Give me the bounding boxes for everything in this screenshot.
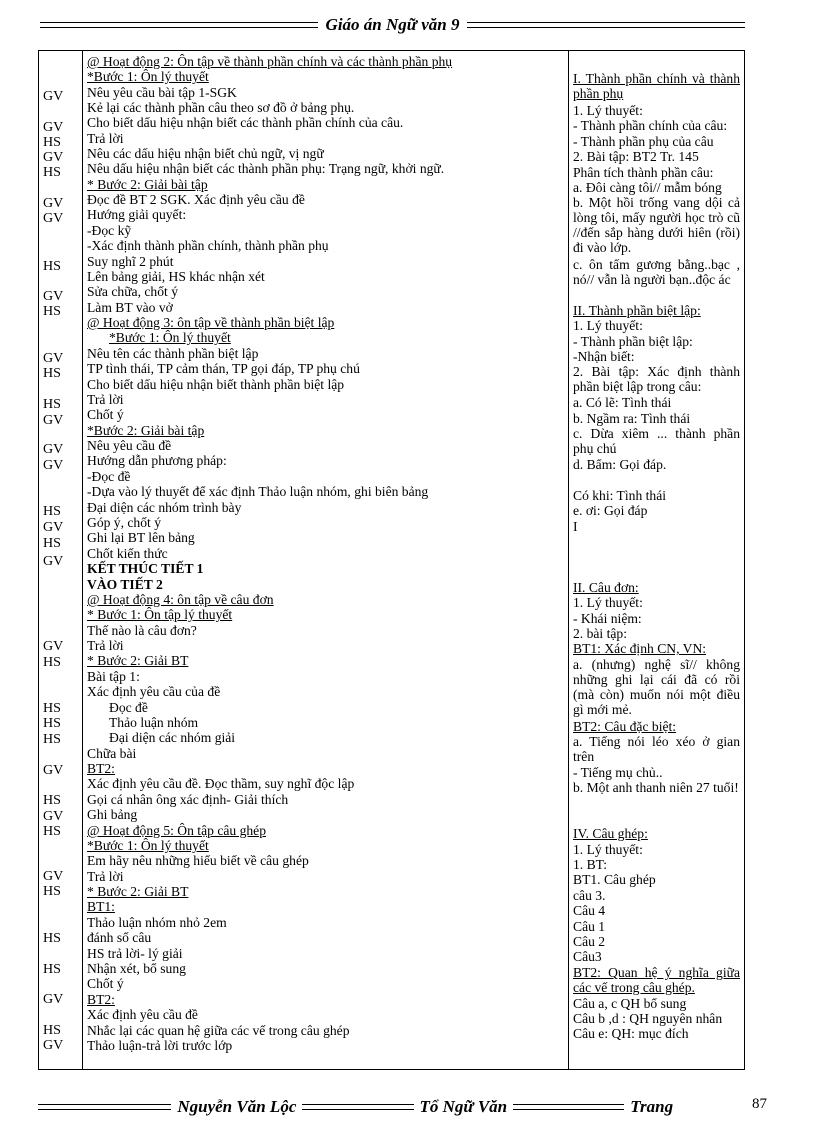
- page-header: [40, 10, 745, 40]
- role-label: HS: [43, 536, 61, 551]
- activity-line: Hướng dẫn phương pháp:: [87, 453, 227, 468]
- activity-column: [83, 51, 569, 1069]
- content-line: 1. BT:: [573, 857, 608, 872]
- activity-line: * Bước 2: Giải BT: [87, 653, 189, 668]
- activity-line: Làm BT vào vở: [87, 300, 173, 315]
- activity-line: Cho biết dấu hiệu nhận biết các thành phần chính của câu.: [87, 115, 404, 130]
- content-line: Câu3: [573, 949, 602, 964]
- activity-line: Ghi lại BT lên bảng: [87, 530, 195, 545]
- activity-line: Nêu yêu cầu đề: [87, 438, 172, 453]
- content-line: 1. Lý thuyết:: [573, 318, 643, 333]
- role-label: GV: [43, 150, 64, 165]
- activity-line: đánh số câu: [87, 930, 152, 945]
- activity-line: Trả lời: [87, 131, 124, 146]
- activity-line: -Dựa vào lý thuyết để xác định Thảo luận nhóm, ghi biên bảng: [87, 484, 429, 499]
- role-label: HS: [43, 824, 61, 839]
- content-line: Có khi: Tình thái: [573, 488, 667, 503]
- content-line: Câu e: QH: mục đích: [573, 1026, 689, 1041]
- role-label: HS: [43, 701, 61, 716]
- content-line: 1. Lý thuyết:: [573, 842, 643, 857]
- role-label: GV: [43, 211, 64, 226]
- activity-line: Thảo luận nhóm: [109, 715, 199, 730]
- content-line: Câu 2: [573, 934, 606, 949]
- content-line: II. Câu đơn:: [573, 580, 639, 595]
- content-line: BT2: Câu đặc biệt:: [573, 719, 677, 734]
- footer-rule: [302, 1104, 413, 1110]
- activity-line: Đọc đề BT 2 SGK. Xác định yêu cầu đề: [87, 192, 305, 207]
- content-line: BT2: Quan hệ ý nghĩa giữa các vế trong câu ghép.: [573, 965, 740, 995]
- role-label: HS: [43, 655, 61, 670]
- activity-line: @ Hoạt động 5: Ôn tập câu ghép: [87, 823, 267, 838]
- activity-line: Đọc đề: [109, 700, 148, 715]
- role-label: GV: [43, 89, 64, 104]
- role-label: HS: [43, 716, 61, 731]
- role-label: GV: [43, 639, 64, 654]
- activity-line: BT2:: [87, 761, 115, 776]
- activity-line: Nhận xét, bổ sung: [87, 961, 186, 976]
- activity-line: @ Hoạt động 4: ôn tập về câu đơn: [87, 592, 274, 607]
- content-line: - Tiếng mụ chủ..: [573, 765, 663, 780]
- role-label: GV: [43, 1038, 64, 1053]
- activity-line: BT1:: [87, 899, 115, 914]
- role-label: GV: [43, 196, 64, 211]
- content-line: -Nhận biết:: [573, 349, 635, 364]
- activity-line: TP tình thái, TP cảm thán, TP gọi đáp, TP phụ chú: [87, 361, 360, 376]
- content-line: Câu 4: [573, 903, 606, 918]
- header-rule-left: [40, 22, 318, 28]
- content-column: [569, 51, 744, 1069]
- content-line: - Thành phần biệt lập:: [573, 334, 693, 349]
- content-line: d. Bẩm: Gọi đáp.: [573, 457, 667, 472]
- activity-line: Chốt kiến thức: [87, 546, 168, 561]
- content-line: a. Đôi càng tôi// mẫm bóng: [573, 180, 722, 195]
- activity-line: Đại diện các nhóm trình bày: [87, 500, 242, 515]
- role-label: HS: [43, 259, 61, 274]
- activity-line: Lên bảng giải, HS khác nhận xét: [87, 269, 265, 284]
- activity-line: Nêu yêu cầu bài tập 1-SGK: [87, 85, 237, 100]
- role-label: GV: [43, 869, 64, 884]
- content-line: câu 3.: [573, 888, 606, 903]
- activity-line: Thảo luận nhóm nhỏ 2em: [87, 915, 227, 930]
- content-line: Câu a, c QH bổ sung: [573, 996, 687, 1011]
- role-label: HS: [43, 1023, 61, 1038]
- activity-line: * Bước 2: Giải BT: [87, 884, 189, 899]
- activity-line: Chốt ý: [87, 407, 124, 422]
- page-footer: [38, 1093, 768, 1121]
- role-label: GV: [43, 763, 64, 778]
- activity-line: Hướng giải quyết:: [87, 207, 187, 222]
- activity-line: Góp ý, chốt ý: [87, 515, 162, 530]
- footer-rule: [513, 1104, 624, 1110]
- activity-line: * Bước 2: Giải bài tập: [87, 177, 208, 192]
- activity-line: @ Hoạt động 2: Ôn tập về thành phần chính và các thành phần phụ: [87, 54, 453, 69]
- content-line: II. Thành phần biệt lập:: [573, 303, 701, 318]
- activity-line: Chữa bài: [87, 746, 137, 761]
- content-line: - Thành phần phụ của câu: [573, 134, 714, 149]
- activity-line: Nêu dấu hiệu nhận biết các thành phần phụ: Trạng ngữ, khởi ngữ.: [87, 161, 445, 176]
- content-line: e. ơi: Gọi đáp: [573, 503, 648, 518]
- role-label: GV: [43, 520, 64, 535]
- content-line: BT1. Câu ghép: [573, 872, 656, 887]
- activity-line: Trả lời: [87, 638, 124, 653]
- role-label: HS: [43, 165, 61, 180]
- content-line: Câu b ,d : QH nguyên nhân: [573, 1011, 723, 1026]
- role-label: GV: [43, 554, 64, 569]
- content-line: I: [573, 519, 578, 534]
- activity-line: Xác định yêu cầu đề. Đọc thầm, suy nghĩ độc lập: [87, 776, 355, 791]
- activity-line: Xác định yêu cầu của đề: [87, 684, 221, 699]
- role-label: HS: [43, 732, 61, 747]
- activity-line: Bài tập 1:: [87, 669, 140, 684]
- footer-page-label: Trang: [630, 1097, 674, 1116]
- activity-line: -Đọc kỹ: [87, 223, 132, 238]
- activity-line: *Bước 1: Ôn lý thuyết: [87, 69, 209, 84]
- activity-line: -Đọc đề: [87, 469, 131, 484]
- role-label: GV: [43, 809, 64, 824]
- content-line: I. Thành phần chính và thành phần phụ: [573, 71, 740, 101]
- activity-line: Trả lời: [87, 869, 124, 884]
- activity-line: Thảo luận-trả lời trước lớp: [87, 1038, 233, 1053]
- activity-line: Đại diện các nhóm giải: [109, 730, 236, 745]
- activity-line: Em hãy nêu những hiểu biết về câu ghép: [87, 853, 309, 868]
- activity-line: Cho biết dấu hiệu nhận biết thành phần biệt lập: [87, 377, 345, 392]
- role-label: GV: [43, 120, 64, 135]
- content-line: - Khái niệm:: [573, 611, 642, 626]
- activity-line: Gọi cá nhân ông xác định- Giải thích: [87, 792, 289, 807]
- role-label: HS: [43, 397, 61, 412]
- activity-line: Kẻ lại các thành phần câu theo sơ đồ ở bảng phụ.: [87, 100, 355, 115]
- activity-line: Nhắc lại các quan hệ giữa các vế trong câu ghép: [87, 1023, 350, 1038]
- activity-line: Xác định yêu cầu đề: [87, 1007, 198, 1022]
- content-line: - Thành phần chính của câu:: [573, 118, 728, 133]
- content-line: b. Ngầm ra: Tình thái: [573, 411, 691, 426]
- activity-line: HS trả lời- lý giải: [87, 946, 183, 961]
- role-label: HS: [43, 504, 61, 519]
- activity-line: Nêu các dấu hiệu nhận biết chủ ngữ, vị ngữ: [87, 146, 324, 161]
- role-label: HS: [43, 931, 61, 946]
- activity-line: BT2:: [87, 992, 115, 1007]
- activity-line: VÀO TIẾT 2: [87, 577, 163, 592]
- footer-author: Nguyễn Văn Lộc: [177, 1097, 297, 1116]
- content-line: 2. Bài tập: Xác định thành phần biệt lập trong câu:: [573, 364, 740, 394]
- activity-line: Nêu tên các thành phần biệt lập: [87, 346, 259, 361]
- activity-line: @ Hoạt động 3: ôn tập về thành phần biệt lập: [87, 315, 335, 330]
- footer-rule: [38, 1104, 171, 1110]
- role-label: HS: [43, 366, 61, 381]
- activity-line: KẾT THÚC TIẾT 1: [87, 561, 204, 576]
- activity-line: * Bước 1: Ôn tập lý thuyết: [87, 607, 233, 622]
- content-line: b. Một hồi trống vang dội cả lòng tôi, mấy người học trò cũ //đến sắp hàng dưới hiên (rồi) đi vào lớp.: [573, 195, 740, 255]
- content-line: a. Có lẽ: Tình thái: [573, 395, 672, 410]
- activity-line: *Bước 2: Giải bài tập: [87, 423, 205, 438]
- activity-line: Suy nghĩ 2 phút: [87, 254, 174, 269]
- content-line: b. Một anh thanh niên 27 tuổi!: [573, 780, 739, 795]
- activity-line: *Bước 1: Ôn lý thuyết: [109, 330, 231, 345]
- lesson-table: [38, 50, 745, 1070]
- header-rule-right: [467, 22, 745, 28]
- role-label: GV: [43, 458, 64, 473]
- role-label: GV: [43, 992, 64, 1007]
- role-label: GV: [43, 289, 64, 304]
- content-line: IV. Câu ghép:: [573, 826, 648, 841]
- content-line: 1. Lý thuyết:: [573, 595, 643, 610]
- activity-line: -Xác định thành phần chính, thành phần phụ: [87, 238, 329, 253]
- header-title: Giáo án Ngữ văn 9: [325, 15, 460, 34]
- role-label: HS: [43, 962, 61, 977]
- content-line: a. Tiếng nói léo xéo ở gian trên: [573, 734, 740, 764]
- role-label: GV: [43, 351, 64, 366]
- role-label: HS: [43, 304, 61, 319]
- role-label: HS: [43, 793, 61, 808]
- content-line: a. (nhưng) nghệ sĩ// không những ghi lại cái đã có rồi (mà còn) muốn nói một điều gì mới mẻ.: [573, 657, 740, 717]
- content-line: c. Dừa xiêm ... thành phần phụ chú: [573, 426, 740, 456]
- role-label: GV: [43, 442, 64, 457]
- footer-group: Tổ Ngữ Văn: [419, 1097, 508, 1116]
- page-number: 87: [752, 1096, 767, 1112]
- activity-line: Trả lời: [87, 392, 124, 407]
- content-line: 1. Lý thuyết:: [573, 103, 643, 118]
- content-line: 2. Bài tập: BT2 Tr. 145: [573, 149, 699, 164]
- content-line: c. ôn tấm gương bằng..bạc , nó// vẫn là người bạn..độc ác: [573, 257, 740, 287]
- role-column: [39, 51, 83, 1069]
- content-line: 2. bài tập:: [573, 626, 627, 641]
- role-label: HS: [43, 884, 61, 899]
- role-label: GV: [43, 413, 64, 428]
- content-line: Phân tích thành phần câu:: [573, 165, 714, 180]
- activity-line: Thế nào là câu đơn?: [87, 623, 197, 638]
- content-line: BT1: Xác định CN, VN:: [573, 641, 707, 656]
- activity-line: Chốt ý: [87, 976, 124, 991]
- activity-line: Sửa chữa, chốt ý: [87, 284, 178, 299]
- activity-line: *Bước 1: Ôn lý thuyết: [87, 838, 209, 853]
- activity-line: Ghi bảng: [87, 807, 138, 822]
- role-label: HS: [43, 135, 61, 150]
- content-line: Câu 1: [573, 919, 606, 934]
